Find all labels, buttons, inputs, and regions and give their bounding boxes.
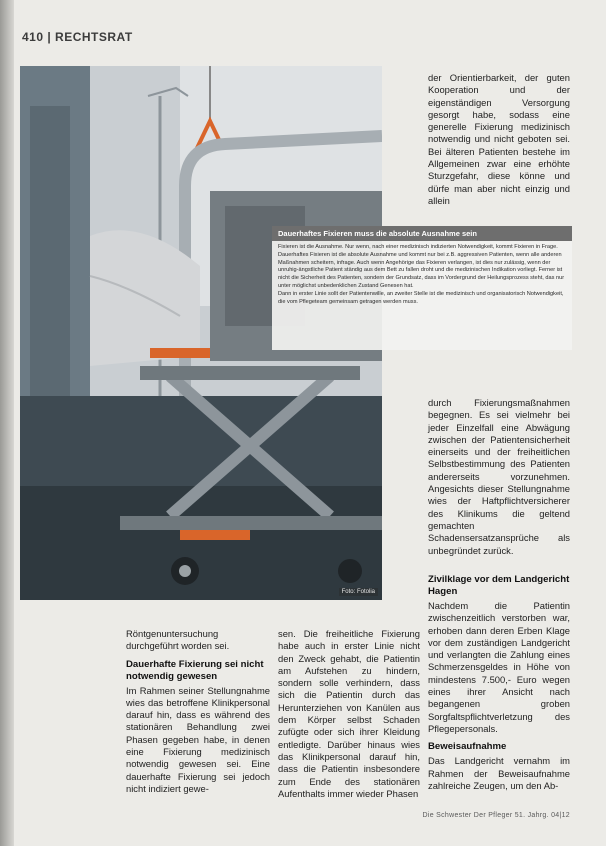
page-footer: Die Schwester Der Pfleger 51. Jahrg. 04|12 bbox=[422, 812, 570, 819]
body-text: Im Rahmen seiner Stellungnahme wies das betroffene Klinikpersonal darauf hin, dass es während des stationären Behandlung zwei Phasen gegeben habe, in denen eine Fixierung medizinisch notwendig gewesen sei. Eine dauerhafte Fixierung sei jedoch nicht indiziert gewe- bbox=[126, 684, 270, 794]
right-column-bottom bbox=[428, 574, 570, 792]
body-text: sen. Die freiheitliche Fixierung habe auch in erster Linie nicht den Zweck gehabt, die Patientin am Aufstehen zu hindern, sondern solle verhindern, dass sich die Patientin durch das Herunterziehen von Kanülen aus dem Körper selbst Schaden zufügte oder sich ihrer Kleidung entledigte. Darüber hinaus wies das Klinikpersonal darauf hin, dass die Patientin insbesondere zum Ende des stationären Aufenthalts immer wieder Phasen bbox=[278, 628, 420, 799]
middle-column bbox=[278, 628, 420, 800]
section-heading: Beweisaufnahme bbox=[428, 741, 507, 753]
page-header: 410 | RECHTSRAT bbox=[22, 30, 133, 44]
body-text: der Orientierbarkeit, der guten Kooperation und der eigenständigen Versorgung gesorgt habe, sodass eine generelle Fixierung medizinisch notwendig und nicht geboten sei. Bei älteren Patienten bestehe im Allgemeinen zwar eine erhöhte Sturzgefahr, diese könne und dürfe man aber nicht einzig und allein bbox=[428, 72, 570, 206]
info-box-title: Dauerhaftes Fixieren muss die absolute Ausnahme sein bbox=[272, 226, 572, 241]
body-text: Nachdem die Patientin zwischenzeitlich verstorben war, erhoben dann deren Erben Klage vor dem zuständigen Landgericht und verlangten die Zahlung eines Schmerzensgeldes in Höhe von mindestens 7.500,- Euro wegen eines ihrer Ansicht nach begangenen groben Sorgfaltspflichtverletzung des Pflegepersonals. bbox=[428, 600, 570, 734]
info-box bbox=[272, 226, 572, 350]
info-box-paragraph: Dauerhaftes Fixieren ist die absolute Ausnahme und kommt nur bei z.B. aggressiven Patienten, wenn alle anderen Maßnahmen scheitern, infrage. Auch wenn Angehörige das Fixieren verlangen, ist dies nur zulässig, wenn der unruhig-ängstliche Patient ständig aus dem Bett zu fallen droht und die medizinischen Indikation vorliegt. Ferner ist nicht die Sicherheit des Patienten, sondern der Grundsatz, dass im Vordergrund der Heilungsprozess steht, das nur unter möglichst unbedenklichen Zustand Genesen hat. bbox=[278, 251, 565, 289]
left-column bbox=[126, 628, 270, 795]
body-text: durch Fixierungsmaßnahmen begegnen. Es sei vielmehr bei jeder Einzelfall eine Abwägung zwischen der Patientensicherheit einerseits und der freiheitlichen Selbstbestimmung des Patienten andererseits vorzunehmen. Angesichts dieser Stellungnahme wies der Haftpflichtversicherer des Klinikums die geltend gemachten Schadensersatzansprüche als unbegründet zurück. bbox=[428, 397, 570, 556]
section-heading: Dauerhafte Fixierung sei nicht notwendig gewesen bbox=[126, 658, 264, 682]
right-column-top bbox=[428, 72, 570, 207]
info-box-paragraph: Fixieren ist die Ausnahme. Nur wenn, nach einer medizinisch indizierten Notwendigkeit, kommt Fixieren in Frage. bbox=[278, 244, 558, 250]
info-box-paragraph: Dann in erster Linie sollt der Patientenwille, an zweiter Stelle ist die medizinisch und organisatorisch Notwendigkeit, die vom Pflegeteam gemeinsam getragen werden muss. bbox=[278, 290, 564, 305]
photo-credit: Foto: Fotolia bbox=[339, 588, 378, 596]
body-text: Das Landgericht vernahm im Rahmen der Beweisaufnahme zahlreiche Zeugen, um den Ab- bbox=[428, 755, 570, 791]
info-box-body bbox=[272, 241, 572, 309]
body-text: Röntgenuntersuchung durchgeführt worden sei. bbox=[126, 628, 230, 652]
section-heading: Zivilklage vor dem Landgericht Hagen bbox=[428, 574, 570, 597]
page-gutter-shadow bbox=[0, 0, 14, 846]
right-column-middle bbox=[428, 397, 570, 557]
